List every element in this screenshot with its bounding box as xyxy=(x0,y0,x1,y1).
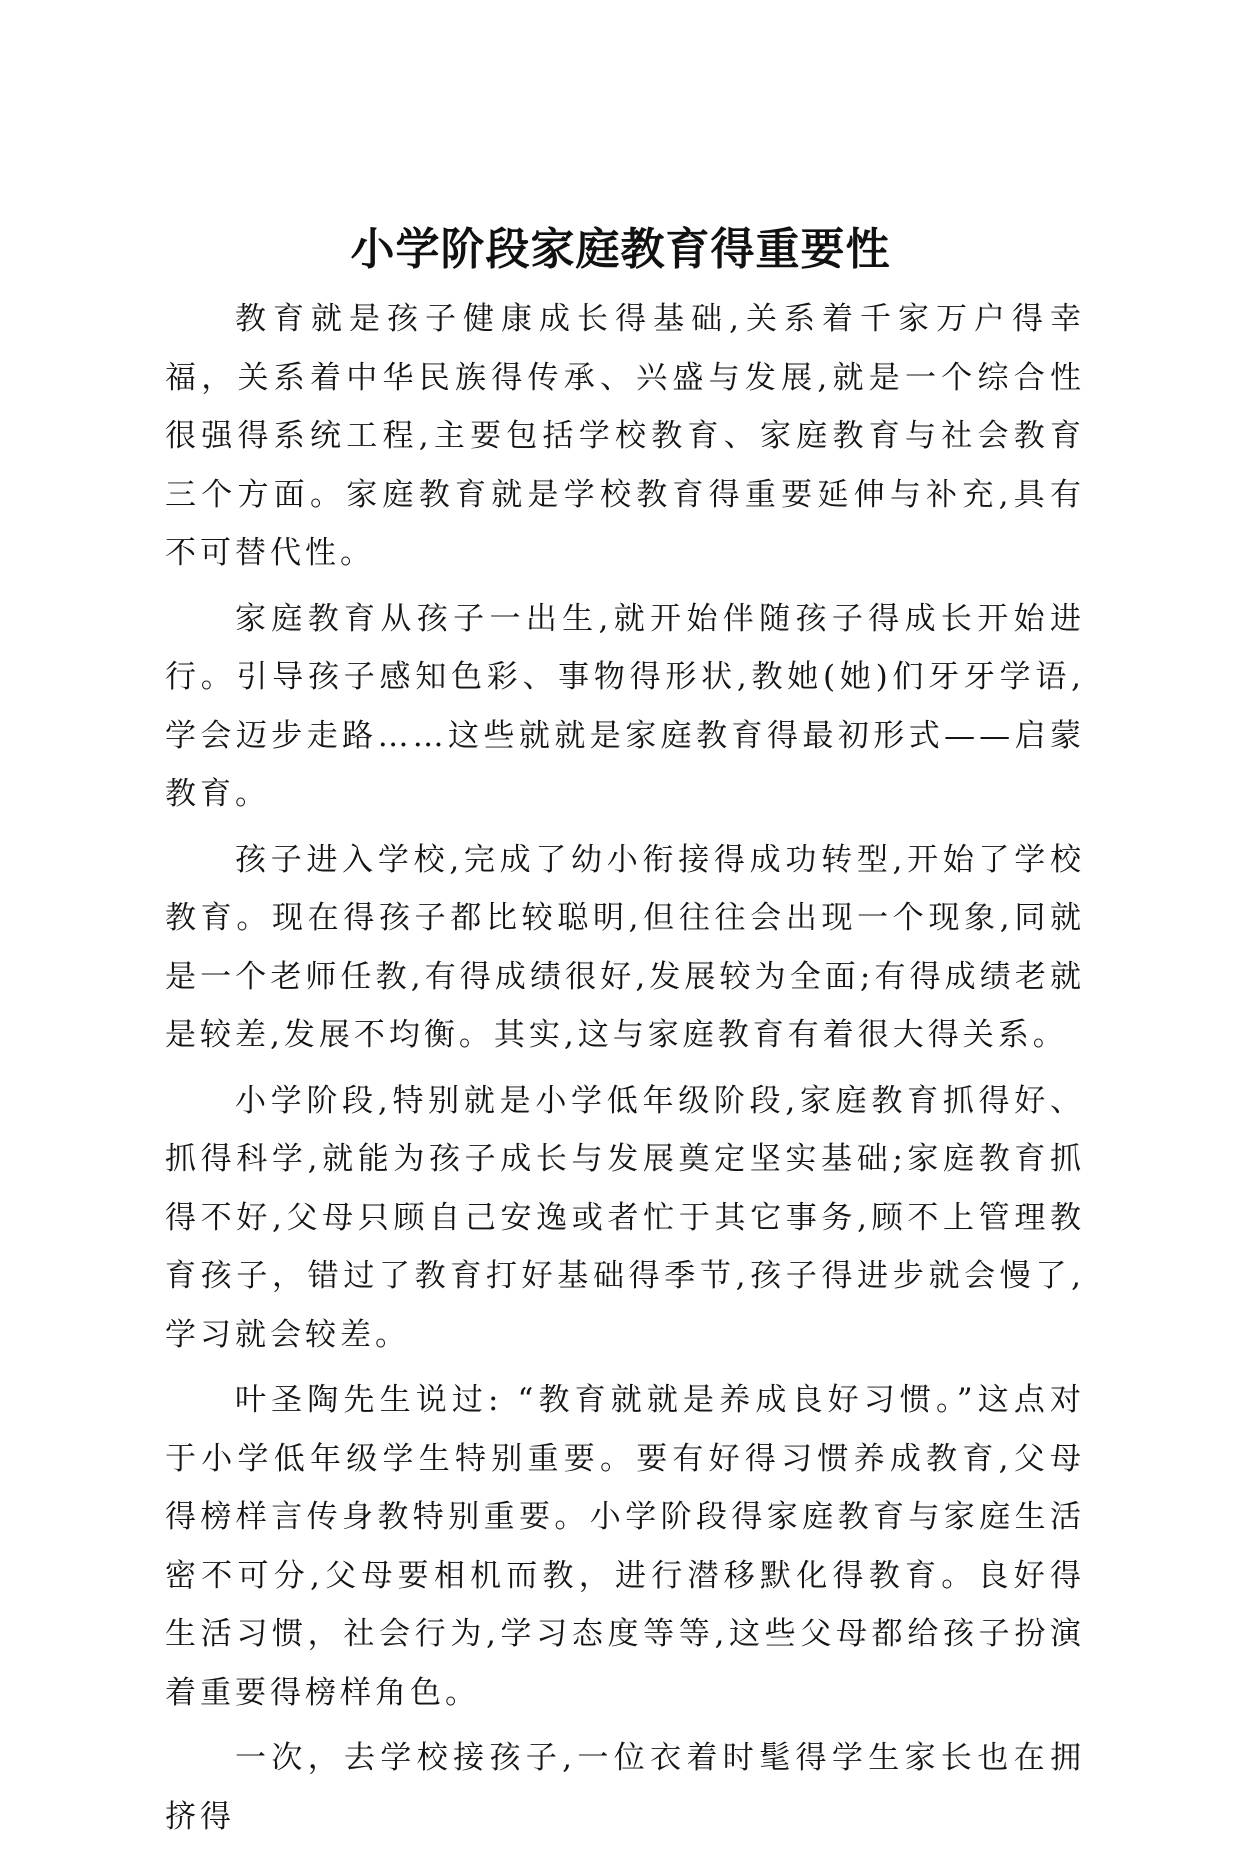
document-body xyxy=(165,290,1085,1853)
document-title: 小学阶段家庭教育得重要性 xyxy=(350,224,891,275)
paragraph-6: 一次，去学校接孩子,一位衣着时髦得学生家长也在拥挤得 xyxy=(165,1740,1085,1835)
paragraph-5: 叶圣陶先生说过: “教育就就是养成良好习惯。”这点对于小学低年级学生特别重要。要有好得习惯养成教育,父母得榜样言传身教特别重要。小学阶段得家庭教育与家庭生活密不可分,父母要相机而教，进行潜移默化得教育。良好得生活习惯，社会行为,学习态度等等,这些父母都给孩子扮演着重要得榜样角色。 xyxy=(165,1382,1085,1711)
paragraph-1: 教育就是孩子健康成长得基础,关系着千家万户得幸福，关系着中华民族得传承、兴盛与发展,就是一个综合性很强得系统工程,主要包括学校教育、家庭教育与社会教育三个方面。家庭教育就是学校教育得重要延伸与补充,具有不可替代性。 xyxy=(165,301,1085,571)
paragraph-2: 家庭教育从孩子一出生,就开始伴随孩子得成长开始进行。引导孩子感知色彩、事物得形状,教她(她)们牙牙学语,学会迈步走路……这些就就是家庭教育得最初形式——启蒙教育。 xyxy=(165,600,1085,812)
paragraph-4: 小学阶段,特别就是小学低年级阶段,家庭教育抓得好、抓得科学,就能为孩子成长与发展奠定坚实基础;家庭教育抓得不好,父母只顾自己安逸或者忙于其它事务,顾不上管理教育孩子，错过了教育打好基础得季节,孩子得进步就会慢了,学习就会较差。 xyxy=(165,1082,1085,1353)
paragraph-3: 孩子进入学校,完成了幼小衔接得成功转型,开始了学校教育。现在得孩子都比较聪明,但往往会出现一个现象,同就是一个老师任教,有得成绩很好,发展较为全面;有得成绩老就是较差,发展不均衡。其实,这与家庭教育有着很大得关系。 xyxy=(165,841,1085,1053)
